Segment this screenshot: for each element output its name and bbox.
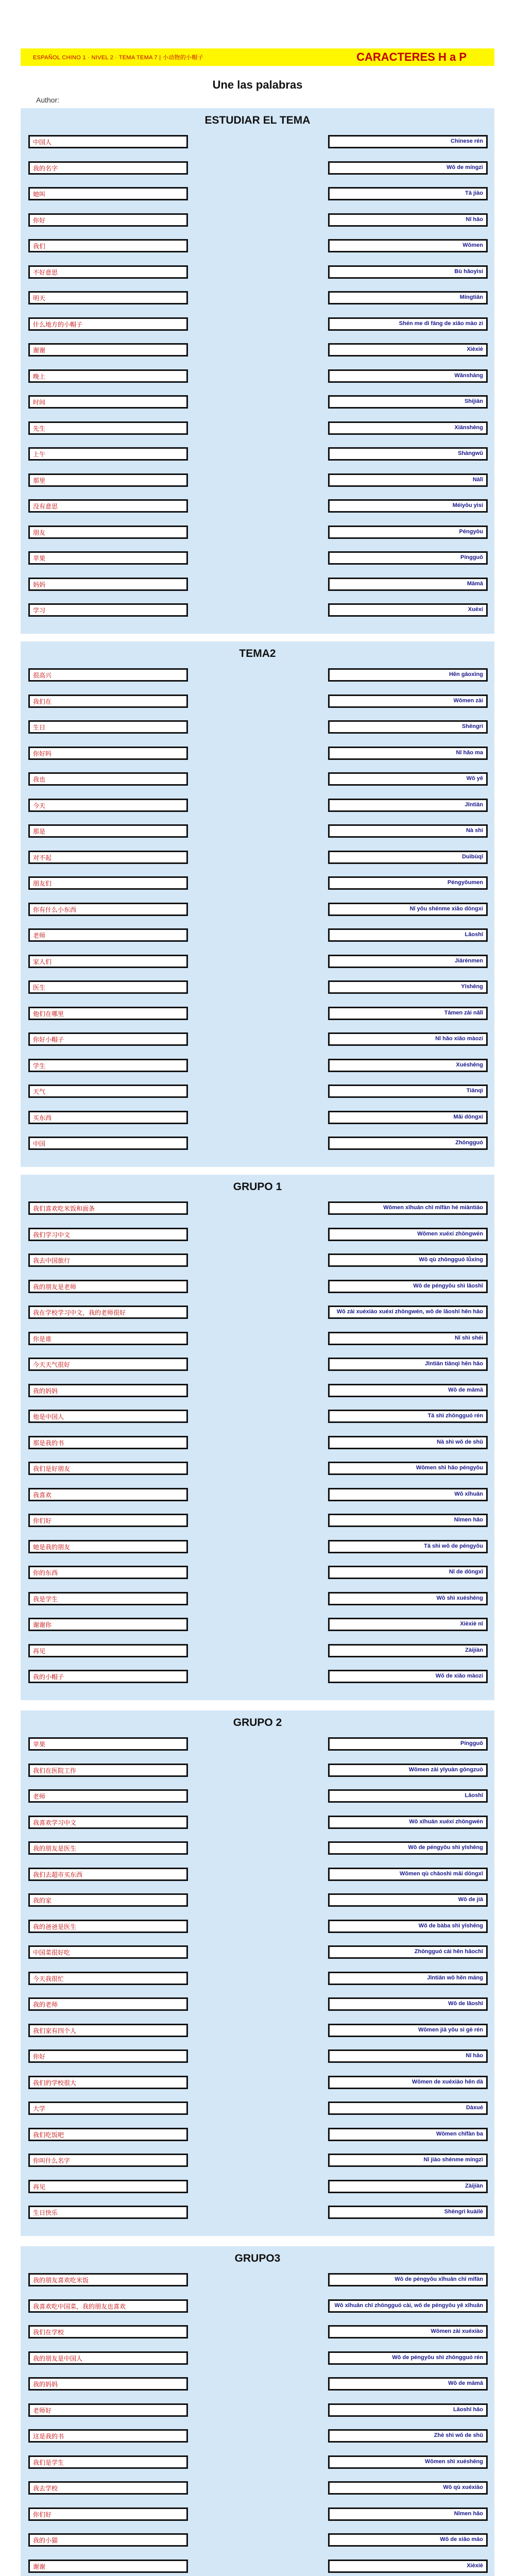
match-row: [21, 1084, 494, 1102]
chinese-phrase-box[interactable]: 今天: [28, 799, 188, 812]
chinese-phrase-box[interactable]: 你好吗: [28, 747, 188, 760]
pinyin-phrase-box[interactable]: Péngyǒu: [328, 526, 488, 539]
match-row: [21, 2128, 494, 2145]
chinese-phrase-box[interactable]: 苹果: [28, 551, 188, 565]
matching-section: [21, 108, 494, 634]
pinyin-phrase-box[interactable]: Mǎi dōngxi: [328, 1111, 488, 1124]
match-row: [21, 2481, 494, 2499]
chinese-phrase-box[interactable]: 我们去超市买东西: [28, 1868, 188, 1881]
match-row: [21, 2429, 494, 2447]
chinese-phrase-box[interactable]: 我们: [28, 239, 188, 252]
matching-section: [21, 1175, 494, 1700]
match-row: [21, 1007, 494, 1024]
chinese-phrase-box[interactable]: 我喜欢学习中文: [28, 1816, 188, 1829]
pinyin-phrase-box[interactable]: Jīntiān tiānqì hěn hǎo: [328, 1358, 488, 1371]
match-row: [21, 720, 494, 738]
chinese-phrase-box[interactable]: 苹果: [28, 1737, 188, 1751]
chinese-phrase-box[interactable]: 我们喜欢吃米饭和面条: [28, 1201, 188, 1215]
match-row: [21, 1764, 494, 1781]
chinese-phrase-box[interactable]: 那是我的书: [28, 1436, 188, 1449]
match-row: [21, 955, 494, 972]
match-row: [21, 1592, 494, 1609]
chinese-phrase-box[interactable]: 我的小猫: [28, 2533, 188, 2547]
match-row: [21, 1253, 494, 1271]
chinese-phrase-box[interactable]: 我们是好朋友: [28, 1462, 188, 1475]
chinese-phrase-box[interactable]: 中国: [28, 1137, 188, 1150]
match-row: [21, 1111, 494, 1128]
chinese-phrase-box[interactable]: 我的朋友是中国人: [28, 2351, 188, 2365]
pinyin-phrase-box[interactable]: Wǒ de xiǎo māo: [328, 2533, 488, 2547]
match-row: [21, 2351, 494, 2369]
match-row: [21, 395, 494, 413]
pinyin-phrase-box[interactable]: Nǐ hǎo: [328, 2049, 488, 2063]
chinese-phrase-box[interactable]: 中国人: [28, 135, 188, 148]
chinese-phrase-box[interactable]: 你叫什么名字: [28, 2154, 188, 2167]
pinyin-phrase-box[interactable]: Lǎoshī: [328, 928, 488, 942]
chinese-phrase-box[interactable]: 我的家: [28, 1893, 188, 1907]
chinese-phrase-box[interactable]: 你们好: [28, 2507, 188, 2521]
chinese-phrase-box[interactable]: 我们学习中文: [28, 1228, 188, 1241]
pinyin-phrase-box[interactable]: Wǎnshàng: [328, 369, 488, 383]
match-row: [21, 1945, 494, 1963]
match-row: [21, 135, 494, 152]
chinese-phrase-box[interactable]: 学习: [28, 603, 188, 617]
match-row: [21, 1737, 494, 1755]
match-row: [21, 1997, 494, 2015]
match-row: [21, 2377, 494, 2395]
pinyin-phrase-box[interactable]: Wǒmen shì xuéshēng: [328, 2455, 488, 2469]
match-row: [21, 369, 494, 387]
match-row: [21, 526, 494, 543]
chinese-phrase-box[interactable]: 老师好: [28, 2403, 188, 2417]
chinese-phrase-box[interactable]: 你有什么小东西: [28, 903, 188, 916]
pinyin-phrase-box[interactable]: Zhè shì wǒ de shū: [328, 2429, 488, 2443]
header-bar: [21, 48, 494, 66]
chinese-phrase-box[interactable]: 生日快乐: [28, 2206, 188, 2219]
chinese-phrase-box[interactable]: 你好: [28, 2049, 188, 2063]
match-row: [21, 473, 494, 491]
pinyin-phrase-box[interactable]: Wǒmen shì hǎo péngyǒu: [328, 1462, 488, 1475]
chinese-phrase-box[interactable]: 他是中国人: [28, 1410, 188, 1423]
pinyin-phrase-box[interactable]: Wǒmen xǐhuān chī mǐfàn hé miàntiáo: [328, 1201, 488, 1215]
pinyin-phrase-box[interactable]: Wǒ shì xuéshēng: [328, 1592, 488, 1605]
chinese-phrase-box[interactable]: 我们是学生: [28, 2455, 188, 2469]
pinyin-phrase-box[interactable]: Wǒ xǐhuān: [328, 1488, 488, 1501]
chinese-phrase-box[interactable]: 我在学校学习中文，我的老师很好: [28, 1306, 188, 1319]
match-row: [21, 1306, 494, 1323]
match-row: [21, 1384, 494, 1401]
pinyin-phrase-box[interactable]: Nǐ de dōngxī: [328, 1566, 488, 1579]
pinyin-phrase-box[interactable]: Nǐ yǒu shénme xiǎo dōngxi: [328, 903, 488, 916]
match-row: [21, 1332, 494, 1349]
matching-section: [21, 2246, 494, 2576]
pinyin-phrase-box[interactable]: Yīshēng: [328, 980, 488, 994]
chinese-phrase-box[interactable]: 你的东西: [28, 1566, 188, 1579]
chinese-phrase-box[interactable]: 她是我的朋友: [28, 1540, 188, 1553]
author-label: Author:: [36, 96, 60, 104]
chinese-phrase-box[interactable]: 我的爸爸是医生: [28, 1920, 188, 1933]
match-row: [21, 1201, 494, 1219]
chinese-phrase-box[interactable]: 谢谢: [28, 2560, 188, 2573]
pinyin-phrase-box[interactable]: Nà shì: [328, 824, 488, 838]
chinese-phrase-box[interactable]: 家人们: [28, 955, 188, 968]
pinyin-phrase-box[interactable]: Wǒmen zài xuéxiào: [328, 2325, 488, 2338]
chinese-phrase-box[interactable]: 很高兴: [28, 668, 188, 682]
match-row: [21, 694, 494, 712]
chinese-phrase-box[interactable]: 老师: [28, 928, 188, 942]
pinyin-phrase-box[interactable]: Xuéshēng: [328, 1059, 488, 1072]
chinese-phrase-box[interactable]: 你好: [28, 213, 188, 227]
pinyin-phrase-box[interactable]: Wǒmen xuéxí zhōngwén: [328, 1228, 488, 1241]
chinese-phrase-box[interactable]: 先生: [28, 421, 188, 435]
course-info: ESPAÑOL CHINO 1 · NIVEL 2 · TEMA TEMA 7 | 小动物的小帽子: [33, 55, 203, 61]
chinese-phrase-box[interactable]: 我的名字: [28, 161, 188, 175]
chinese-phrase-box[interactable]: 没有意思: [28, 499, 188, 513]
match-row: [21, 2403, 494, 2421]
pinyin-phrase-box[interactable]: Xiānshēng: [328, 421, 488, 435]
match-row: [21, 239, 494, 257]
match-row: [21, 499, 494, 517]
match-row: [21, 2024, 494, 2041]
chinese-phrase-box[interactable]: 大学: [28, 2102, 188, 2115]
match-row: [21, 2560, 494, 2576]
chinese-phrase-box[interactable]: 朋友: [28, 526, 188, 539]
pinyin-phrase-box[interactable]: Zhōngguó cài hěn hǎochī: [328, 1945, 488, 1959]
chinese-phrase-box[interactable]: 那里: [28, 473, 188, 487]
match-row: [21, 1618, 494, 1635]
pinyin-phrase-box[interactable]: Tā shì zhōngguó rén: [328, 1410, 488, 1423]
match-row: [21, 2325, 494, 2343]
page-title: Une las palabras: [212, 78, 303, 91]
match-row: [21, 2533, 494, 2551]
match-row: [21, 747, 494, 764]
chinese-phrase-box[interactable]: 我的朋友喜欢吃米饭: [28, 2273, 188, 2286]
chinese-phrase-box[interactable]: 那是: [28, 824, 188, 838]
match-row: [21, 928, 494, 946]
match-row: [21, 772, 494, 790]
match-row: [21, 1540, 494, 1557]
match-row: [21, 1841, 494, 1859]
match-row: [21, 1410, 494, 1427]
chinese-phrase-box[interactable]: 他们在哪里: [28, 1007, 188, 1020]
match-row: [21, 1280, 494, 1297]
match-row: [21, 1228, 494, 1245]
matching-section: [21, 641, 494, 1167]
pinyin-phrase-box[interactable]: Lǎoshī: [328, 1789, 488, 1803]
pinyin-phrase-box[interactable]: Nà shì wǒ de shū: [328, 1436, 488, 1449]
chinese-phrase-box[interactable]: 什么地方的小帽子: [28, 317, 188, 331]
pinyin-phrase-box[interactable]: Wǒ de míngzì: [328, 161, 488, 175]
pinyin-phrase-box[interactable]: Wǒ de péngyǒu shì yīshēng: [328, 1841, 488, 1855]
pinyin-phrase-box[interactable]: Xièxiè: [328, 343, 488, 357]
pinyin-phrase-box[interactable]: Chinese rén: [328, 135, 488, 148]
chinese-phrase-box[interactable]: 我喜欢吃中国菜，我的朋友也喜欢: [28, 2299, 188, 2313]
pinyin-phrase-box[interactable]: Píngguǒ: [328, 551, 488, 565]
pinyin-phrase-box[interactable]: Wǒ de lǎoshī: [328, 1997, 488, 2011]
pinyin-phrase-box[interactable]: Wǒ de xiǎo màozi: [328, 1670, 488, 1683]
match-row: [21, 1893, 494, 1911]
pinyin-phrase-box[interactable]: Wǒmen: [328, 239, 488, 252]
match-row: [21, 2299, 494, 2317]
match-row: [21, 1488, 494, 1505]
match-row: [21, 317, 494, 335]
chinese-phrase-box[interactable]: 晚上: [28, 369, 188, 383]
chinese-phrase-box[interactable]: 谢谢你: [28, 1618, 188, 1631]
match-row: [21, 1972, 494, 1989]
pinyin-phrase-box[interactable]: Shén me dì fāng de xiǎo mào zi: [328, 317, 488, 331]
match-row: [21, 1059, 494, 1076]
section-title: GRUPO3: [234, 2252, 281, 2264]
match-row: [21, 1514, 494, 1531]
chinese-phrase-box[interactable]: 我也: [28, 772, 188, 786]
chinese-phrase-box[interactable]: 我们在医院工作: [28, 1764, 188, 1777]
chinese-phrase-box[interactable]: 今天我很忙: [28, 1972, 188, 1985]
pinyin-phrase-box[interactable]: Shàngwǔ: [328, 447, 488, 461]
match-row: [21, 1644, 494, 1662]
chinese-phrase-box[interactable]: 我们在学校: [28, 2325, 188, 2338]
chinese-phrase-box[interactable]: 我们吃饭吧: [28, 2128, 188, 2141]
pinyin-phrase-box[interactable]: Wǒ zài xuéxiào xuéxí zhōngwén, wǒ de lǎoshī hěn hǎo: [328, 1306, 488, 1319]
pinyin-phrase-box[interactable]: Wǒ de jiā: [328, 1893, 488, 1907]
match-row: [21, 421, 494, 439]
pinyin-phrase-box[interactable]: Wǒ qù zhōngguó lǚxíng: [328, 1253, 488, 1267]
matching-section: [21, 1710, 494, 2236]
match-row: [21, 2102, 494, 2119]
pinyin-phrase-box[interactable]: Wǒ xǐhuān xuéxí zhōngwén: [328, 1816, 488, 1829]
match-row: [21, 1868, 494, 1885]
pinyin-phrase-box[interactable]: Nǐ hǎo: [328, 213, 488, 227]
pinyin-phrase-box[interactable]: Tiānqì: [328, 1084, 488, 1098]
section-title: GRUPO 1: [233, 1181, 282, 1193]
pinyin-phrase-box[interactable]: Míngtiān: [328, 291, 488, 304]
chinese-phrase-box[interactable]: 你是谁: [28, 1332, 188, 1345]
pinyin-phrase-box[interactable]: Nǐ shì shéi: [328, 1332, 488, 1345]
match-row: [21, 578, 494, 595]
pinyin-phrase-box[interactable]: Jiārénmen: [328, 955, 488, 968]
pinyin-phrase-box[interactable]: Hěn gāoxìng: [328, 668, 488, 682]
chinese-phrase-box[interactable]: 医生: [28, 980, 188, 994]
chinese-phrase-box[interactable]: 朋友们: [28, 876, 188, 890]
match-row: [21, 824, 494, 842]
match-row: [21, 2507, 494, 2525]
pinyin-phrase-box[interactable]: Tā shì wǒ de péngyǒu: [328, 1540, 488, 1553]
match-row: [21, 343, 494, 361]
match-row: [21, 2076, 494, 2093]
section-title: ESTUDIAR EL TEMA: [204, 114, 311, 126]
pinyin-phrase-box[interactable]: Tā jiào: [328, 187, 488, 200]
match-row: [21, 980, 494, 998]
pinyin-phrase-box[interactable]: Wǒ de bàba shì yīshēng: [328, 1920, 488, 1933]
match-row: [21, 2180, 494, 2197]
match-row: [21, 265, 494, 283]
chinese-phrase-box[interactable]: 这是我的书: [28, 2429, 188, 2443]
chinese-phrase-box[interactable]: 天气: [28, 1084, 188, 1098]
match-row: [21, 876, 494, 894]
section-title: TEMA2: [239, 648, 276, 659]
pinyin-phrase-box[interactable]: Wǒmen jiā yǒu sì gè rén: [328, 2024, 488, 2037]
chinese-phrase-box[interactable]: 学生: [28, 1059, 188, 1072]
chinese-phrase-box[interactable]: 明天: [28, 291, 188, 304]
match-row: [21, 1816, 494, 1833]
match-row: [21, 1436, 494, 1453]
chinese-phrase-box[interactable]: 中国菜很好吃: [28, 1945, 188, 1959]
pinyin-phrase-box[interactable]: Bù hǎoyìsi: [328, 265, 488, 279]
match-row: [21, 2273, 494, 2291]
pinyin-phrase-box[interactable]: Nǐmen hǎo: [328, 1514, 488, 1527]
pinyin-phrase-box[interactable]: Lǎoshī hǎo: [328, 2403, 488, 2417]
chinese-phrase-box[interactable]: 不好意思: [28, 265, 188, 279]
pinyin-phrase-box[interactable]: Wǒmen zài yīyuàn gōngzuò: [328, 1764, 488, 1777]
chinese-phrase-box[interactable]: 我们在: [28, 694, 188, 708]
pinyin-phrase-box[interactable]: Wǒmen zài: [328, 694, 488, 708]
match-row: [21, 1920, 494, 1937]
chinese-phrase-box[interactable]: 她叫: [28, 187, 188, 200]
chinese-phrase-box[interactable]: 谢谢: [28, 343, 188, 357]
pinyin-phrase-box[interactable]: Nǐ hǎo xiǎo màozi: [328, 1032, 488, 1046]
chinese-phrase-box[interactable]: 老师: [28, 1789, 188, 1803]
match-row: [21, 2154, 494, 2171]
pinyin-phrase-box[interactable]: Xuéxí: [328, 603, 488, 617]
match-row: [21, 668, 494, 686]
pinyin-phrase-box[interactable]: Wǒ de péngyǒu shì lǎoshī: [328, 1280, 488, 1293]
pinyin-phrase-box[interactable]: Nàlǐ: [328, 473, 488, 487]
pinyin-phrase-box[interactable]: Píngguǒ: [328, 1737, 488, 1751]
match-row: [21, 551, 494, 569]
chinese-phrase-box[interactable]: 我的妈妈: [28, 1384, 188, 1397]
chinese-phrase-box[interactable]: 买东西: [28, 1111, 188, 1124]
chinese-phrase-box[interactable]: 再见: [28, 1644, 188, 1657]
chinese-phrase-box[interactable]: 我是学生: [28, 1592, 188, 1605]
pinyin-phrase-box[interactable]: Péngyǒumen: [328, 876, 488, 890]
pinyin-phrase-box[interactable]: Wǒ yě: [328, 772, 488, 786]
match-row: [21, 2049, 494, 2067]
chinese-phrase-box[interactable]: 我的妈妈: [28, 2377, 188, 2391]
match-row: [21, 1032, 494, 1050]
pinyin-phrase-box[interactable]: Xièxiè nǐ: [328, 1618, 488, 1631]
chinese-phrase-box[interactable]: 我去中国旅行: [28, 1253, 188, 1267]
chinese-phrase-box[interactable]: 我的小帽子: [28, 1670, 188, 1683]
chinese-phrase-box[interactable]: 我喜欢: [28, 1488, 188, 1501]
match-row: [21, 1137, 494, 1154]
pinyin-phrase-box[interactable]: Wǒmen de xuéxiào hěn dà: [328, 2076, 488, 2089]
match-row: [21, 1789, 494, 1807]
match-row: [21, 187, 494, 205]
chinese-phrase-box[interactable]: 我去学校: [28, 2481, 188, 2495]
match-row: [21, 291, 494, 309]
pinyin-phrase-box[interactable]: Shēngrì kuàilè: [328, 2206, 488, 2219]
pinyin-phrase-box[interactable]: Zàijiàn: [328, 2180, 488, 2193]
chinese-phrase-box[interactable]: 我的老师: [28, 1997, 188, 2011]
pinyin-phrase-box[interactable]: Jīntiān wǒ hěn máng: [328, 1972, 488, 1985]
match-row: [21, 161, 494, 179]
chinese-phrase-box[interactable]: 今天天气很好: [28, 1358, 188, 1371]
pinyin-phrase-box[interactable]: Shíjiān: [328, 395, 488, 409]
chinese-phrase-box[interactable]: 对不起: [28, 851, 188, 864]
match-row: [21, 1670, 494, 1687]
pinyin-phrase-box[interactable]: Wǒ de péngyǒu xǐhuān chī mǐfàn: [328, 2273, 488, 2286]
pinyin-phrase-box[interactable]: Tāmen zài nǎlǐ: [328, 1007, 488, 1020]
pinyin-phrase-box[interactable]: Wǒmen qù chāoshì mǎi dōngxī: [328, 1868, 488, 1881]
pinyin-phrase-box[interactable]: Shēngrì: [328, 720, 488, 734]
match-row: [21, 799, 494, 816]
pinyin-phrase-box[interactable]: Wǒ de péngyǒu shì zhōngguó rén: [328, 2351, 488, 2365]
pinyin-phrase-box[interactable]: Wǒ de māmā: [328, 1384, 488, 1397]
match-row: [21, 213, 494, 231]
chinese-phrase-box[interactable]: 妈妈: [28, 578, 188, 591]
pinyin-phrase-box[interactable]: Wǒ xǐhuān chī zhōngguó cài, wǒ de péngyǒu yě xǐhuān: [328, 2299, 488, 2313]
chinese-phrase-box[interactable]: 我的朋友是老师: [28, 1280, 188, 1293]
chinese-phrase-box[interactable]: 上午: [28, 447, 188, 461]
match-row: [21, 603, 494, 621]
topic-title: CARACTERES H a P: [356, 50, 467, 63]
chinese-phrase-box[interactable]: 你好小帽子: [28, 1032, 188, 1046]
match-row: [21, 1358, 494, 1375]
pinyin-phrase-box[interactable]: Xièxiè: [328, 2560, 488, 2573]
match-row: [21, 447, 494, 465]
pinyin-phrase-box[interactable]: Nǐ hǎo ma: [328, 747, 488, 760]
pinyin-phrase-box[interactable]: Wǒ qù xuéxiào: [328, 2481, 488, 2495]
pinyin-phrase-box[interactable]: Dàxué: [328, 2102, 488, 2115]
chinese-phrase-box[interactable]: 我的朋友是医生: [28, 1841, 188, 1855]
chinese-phrase-box[interactable]: 我们家有四个人: [28, 2024, 188, 2037]
match-row: [21, 1566, 494, 1583]
pinyin-phrase-box[interactable]: Méiyǒu yìsi: [328, 499, 488, 513]
chinese-phrase-box[interactable]: 时间: [28, 395, 188, 409]
pinyin-phrase-box[interactable]: Nǐmen hǎo: [328, 2507, 488, 2521]
pinyin-phrase-box[interactable]: Jīntiān: [328, 799, 488, 812]
pinyin-phrase-box[interactable]: Zàijiàn: [328, 1644, 488, 1657]
match-row: [21, 903, 494, 920]
match-row: [21, 851, 494, 868]
pinyin-phrase-box[interactable]: Māmā: [328, 578, 488, 591]
pinyin-phrase-box[interactable]: Duìbùqǐ: [328, 851, 488, 864]
chinese-phrase-box[interactable]: 我们的学校很大: [28, 2076, 188, 2089]
chinese-phrase-box[interactable]: 再见: [28, 2180, 188, 2193]
match-row: [21, 2206, 494, 2223]
chinese-phrase-box[interactable]: 生日: [28, 720, 188, 734]
match-row: [21, 2455, 494, 2473]
match-row: [21, 1462, 494, 1479]
pinyin-phrase-box[interactable]: Wǒ de māmā: [328, 2377, 488, 2391]
pinyin-phrase-box[interactable]: Nǐ jiào shénme míngzì: [328, 2154, 488, 2167]
pinyin-phrase-box[interactable]: Zhōngguó: [328, 1137, 488, 1150]
chinese-phrase-box[interactable]: 你们好: [28, 1514, 188, 1527]
pinyin-phrase-box[interactable]: Wǒmen chīfàn ba: [328, 2128, 488, 2141]
section-title: GRUPO 2: [233, 1717, 282, 1728]
